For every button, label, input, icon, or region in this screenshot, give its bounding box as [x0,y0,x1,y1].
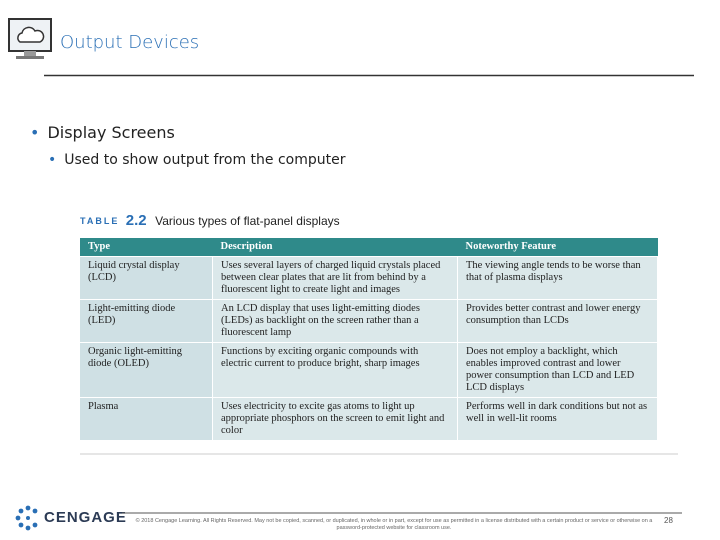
copyright-notice: © 2018 Cengage Learning. All Rights Reserved. May not be copied, scanned, or duplicated, in whole or in part, except for use as permitted in a license distributed with a certain product or service or otherwise on a password-protected website for classroom use. [135,518,653,531]
column-header-description: Description [213,238,458,257]
cell-feature: The viewing angle tends to be worse than that of plasma displays [458,257,658,300]
bullet-dot: • [48,152,57,168]
cell-description: Functions by exciting organic compounds with electric current to produce bright, sharp images [213,343,458,398]
column-header-type: Type [80,238,213,257]
flat-panel-table-figure [80,212,658,452]
monitor-cloud-icon [8,18,56,58]
table-row [80,257,658,300]
cell-description: Uses electricity to excite gas atoms to light up appropriate phosphors on the screen to emit light and color [213,398,458,441]
page-number: 28 [664,516,673,525]
cell-description: An LCD display that uses light-emitting diodes (LEDs) as backlight on the screen rather than a fluorescent lamp [213,300,458,343]
cell-description: Uses several layers of charged liquid crystals placed between clear plates that are lit from behind by a fluorescent light to create light and images [213,257,458,300]
table-caption-prefix: TABLE [80,215,120,226]
brand-name: CENGAGE [44,509,127,526]
bullet-text: Used to show output from the computer [64,152,346,168]
header-divider [44,74,694,77]
bullet-level-1 [30,123,175,142]
bullet-text: Display Screens [47,123,175,142]
cell-feature: Does not employ a backlight, which enables improved contrast and lower power consumption than LCD and LED LCD displays [458,343,658,398]
cell-feature: Performs well in dark conditions but not as well in well-lit rooms [458,398,658,441]
table-header-row [80,238,658,257]
slide-title: Output Devices [60,32,200,53]
table-row [80,398,658,441]
flat-panel-table [80,238,658,440]
table-caption [80,212,658,234]
cengage-logo-icon [14,504,42,532]
cell-feature: Provides better contrast and lower energy consumption than LCDs [458,300,658,343]
table-caption-number: 2.2 [125,212,147,230]
footer-divider [122,512,682,514]
cell-type: Organic light-emitting diode (OLED) [80,343,213,398]
table-caption-text: Various types of flat-panel displays [155,213,340,228]
cell-type: Light-emitting diode (LED) [80,300,213,343]
figure-bottom-edge [80,453,678,455]
table-row [80,343,658,398]
table-row [80,300,658,343]
column-header-feature: Noteworthy Feature [458,238,658,257]
cell-type: Plasma [80,398,213,441]
bullet-dot: • [30,123,40,142]
bullet-level-2 [48,152,346,168]
cell-type: Liquid crystal display (LCD) [80,257,213,300]
